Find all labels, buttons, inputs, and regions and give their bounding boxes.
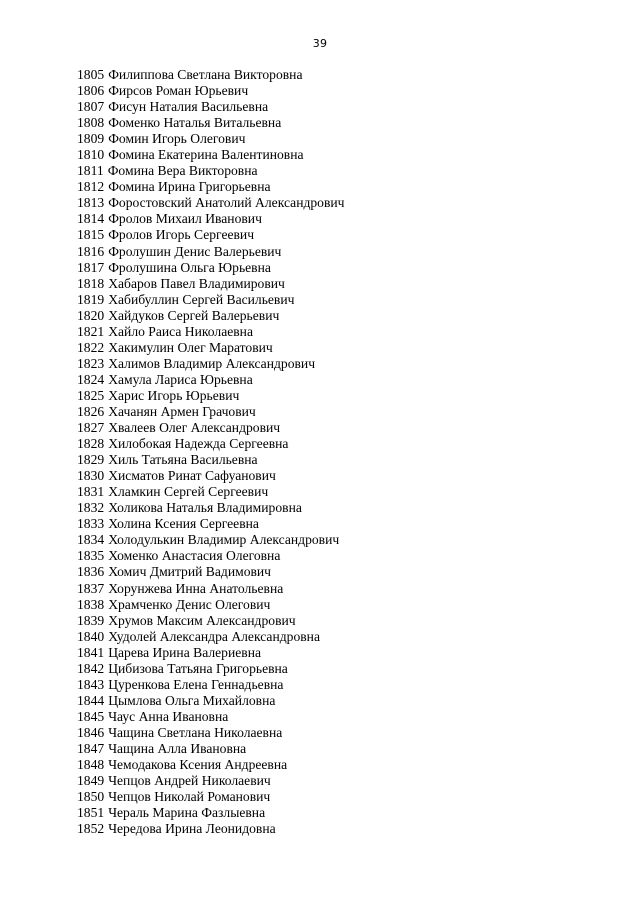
list-item (77, 629, 345, 645)
entry-name: Халимов Владимир Александрович (108, 355, 316, 371)
list-item (77, 131, 345, 147)
entry-number: 1815 (77, 227, 105, 243)
entry-number: 1820 (77, 307, 105, 323)
entry-name: Фомина Ирина Григорьевна (108, 179, 271, 195)
entry-number: 1813 (77, 195, 105, 211)
entry-name: Филиппова Светлана Викторовна (108, 67, 303, 82)
entry-number: 1828 (77, 436, 105, 452)
entry-number: 1819 (77, 291, 105, 307)
list-item (77, 741, 345, 757)
list-item (77, 805, 345, 821)
entry-name: Харис Игорь Юрьевич (108, 387, 240, 403)
entry-name: Хайдуков Сергей Валерьевич (108, 307, 280, 323)
entry-number: 1835 (77, 548, 105, 564)
list-item (77, 484, 345, 500)
list-item (77, 115, 345, 131)
entry-number: 1844 (77, 692, 105, 708)
list-item (77, 420, 345, 436)
list-item (77, 436, 345, 452)
entry-name: Хрумов Максим Александрович (108, 612, 296, 628)
entry-number: 1845 (77, 708, 105, 724)
entry-name: Хилобокая Надежда Сергеевна (108, 436, 289, 452)
entry-name: Фирсов Роман Юрьевич (108, 83, 249, 99)
entry-name: Чераль Марина Фазлыевна (108, 805, 266, 821)
entry-name: Хайло Раиса Николаевна (108, 323, 253, 339)
entry-name: Царева Ирина Валериевна (108, 644, 262, 660)
name-list (77, 67, 345, 837)
list-item (77, 211, 345, 227)
entry-name: Хорунжева Инна Анатольевна (108, 580, 284, 596)
page-number: 39 (312, 37, 328, 50)
entry-number: 1839 (77, 612, 105, 628)
entry-number: 1814 (77, 211, 105, 227)
entry-name: Хисматов Ринат Сафуанович (108, 468, 276, 484)
entry-name: Цымлова Ольга Михайловна (108, 692, 276, 708)
entry-number: 1834 (77, 532, 105, 548)
entry-number: 1841 (77, 644, 105, 660)
list-item (77, 645, 345, 661)
entry-number: 1851 (77, 805, 105, 821)
entry-name: Чащина Светлана Николаевна (108, 724, 283, 740)
entry-name: Фролов Игорь Сергеевич (108, 227, 255, 243)
entry-number: 1816 (77, 243, 105, 259)
list-item (77, 324, 345, 340)
list-item (77, 789, 345, 805)
list-item (77, 163, 345, 179)
list-item (77, 677, 345, 693)
entry-number: 1847 (77, 740, 105, 756)
entry-number: 1846 (77, 724, 105, 740)
list-item (77, 67, 345, 83)
entry-name: Фомина Екатерина Валентиновна (108, 147, 304, 163)
list-item (77, 693, 345, 709)
list-item (77, 581, 345, 597)
entry-name: Худолей Александра Александровна (108, 628, 320, 644)
entry-number: 1810 (77, 147, 105, 163)
entry-name: Фомин Игорь Олегович (108, 131, 246, 147)
list-item (77, 661, 345, 677)
entry-number: 1843 (77, 676, 105, 692)
list-item (77, 356, 345, 372)
entry-name: Чемодакова Ксения Андреевна (108, 757, 288, 773)
entry-name: Холикова Наталья Владимировна (108, 500, 302, 516)
entry-name: Фисун Наталия Васильевна (108, 99, 269, 115)
list-item (77, 597, 345, 613)
entry-number: 1822 (77, 339, 105, 355)
list-item (77, 532, 345, 548)
entry-number: 1833 (77, 516, 105, 532)
entry-name: Холина Ксения Сергеевна (108, 516, 259, 532)
list-item (77, 260, 345, 276)
entry-name: Холодулькин Владимир Александрович (108, 532, 340, 548)
entry-number: 1832 (77, 500, 105, 516)
entry-name: Чепцов Николай Романович (108, 789, 271, 805)
entry-number: 1805 (77, 67, 105, 82)
entry-number: 1848 (77, 757, 105, 773)
entry-name: Хоменко Анастасия Олеговна (108, 548, 281, 564)
entry-name: Фролушина Ольга Юрьевна (108, 259, 271, 275)
entry-number: 1818 (77, 275, 105, 291)
list-item (77, 821, 345, 837)
entry-number: 1831 (77, 484, 105, 500)
entry-number: 1824 (77, 371, 105, 387)
entry-number: 1830 (77, 468, 105, 484)
list-item (77, 276, 345, 292)
list-item (77, 340, 345, 356)
list-item (77, 83, 345, 99)
entry-name: Храмченко Денис Олегович (108, 596, 271, 612)
entry-number: 1817 (77, 259, 105, 275)
entry-name: Чередова Ирина Леонидовна (108, 821, 276, 837)
entry-name: Хомич Дмитрий Вадимович (108, 564, 272, 580)
list-item (77, 709, 345, 725)
entry-number: 1825 (77, 387, 105, 403)
entry-number: 1840 (77, 628, 105, 644)
entry-name: Фролушин Денис Валерьевич (108, 243, 282, 259)
entry-number: 1852 (77, 821, 105, 837)
list-item (77, 227, 345, 243)
list-item (77, 613, 345, 629)
list-item (77, 99, 345, 115)
entry-name: Чаус Анна Ивановна (108, 708, 229, 724)
list-item (77, 468, 345, 484)
entry-name: Цибизова Татьяна Григорьевна (108, 660, 288, 676)
list-item (77, 564, 345, 580)
entry-name: Хакимулин Олег Маратович (108, 339, 273, 355)
entry-name: Хамула Лариса Юрьевна (108, 371, 253, 387)
entry-number: 1821 (77, 323, 105, 339)
entry-name: Форостовский Анатолий Александрович (108, 195, 345, 211)
entry-number: 1849 (77, 773, 105, 789)
entry-number: 1827 (77, 420, 105, 436)
entry-name: Хламкин Сергей Сергеевич (108, 484, 269, 500)
entry-name: Чащина Алла Ивановна (108, 740, 247, 756)
entry-number: 1811 (77, 163, 104, 179)
entry-name: Хабаров Павел Владимирович (108, 275, 285, 291)
list-item (77, 404, 345, 420)
entry-number: 1842 (77, 660, 105, 676)
entry-name: Хиль Татьяна Васильевна (108, 452, 258, 468)
entry-number: 1829 (77, 452, 105, 468)
entry-name: Хачанян Армен Грачович (108, 403, 256, 419)
entry-number: 1808 (77, 115, 105, 131)
list-item (77, 516, 345, 532)
list-item (77, 500, 345, 516)
entry-number: 1807 (77, 99, 105, 115)
entry-number: 1809 (77, 131, 105, 147)
entry-number: 1838 (77, 596, 105, 612)
list-item (77, 308, 345, 324)
list-item (77, 725, 345, 741)
entry-number: 1837 (77, 580, 105, 596)
entry-number: 1836 (77, 564, 105, 580)
list-item (77, 452, 345, 468)
list-item (77, 388, 345, 404)
entry-name: Хвалеев Олег Александрович (108, 420, 281, 436)
entry-number: 1826 (77, 403, 105, 419)
list-item (77, 773, 345, 789)
list-item (77, 244, 345, 260)
list-item (77, 179, 345, 195)
list-item (77, 372, 345, 388)
list-item (77, 195, 345, 211)
entry-name: Фролов Михаил Иванович (108, 211, 262, 227)
list-item (77, 757, 345, 773)
entry-name: Фоменко Наталья Витальевна (108, 115, 282, 131)
list-item (77, 292, 345, 308)
entry-number: 1806 (77, 83, 105, 99)
list-item (77, 147, 345, 163)
list-item (77, 548, 345, 564)
entry-number: 1812 (77, 179, 105, 195)
entry-number: 1823 (77, 355, 105, 371)
entry-name: Фомина Вера Викторовна (107, 163, 258, 179)
entry-name: Чепцов Андрей Николаевич (108, 773, 271, 789)
entry-name: Хабибуллин Сергей Васильевич (108, 291, 295, 307)
entry-number: 1850 (77, 789, 105, 805)
entry-name: Цуренкова Елена Геннадьевна (108, 676, 284, 692)
